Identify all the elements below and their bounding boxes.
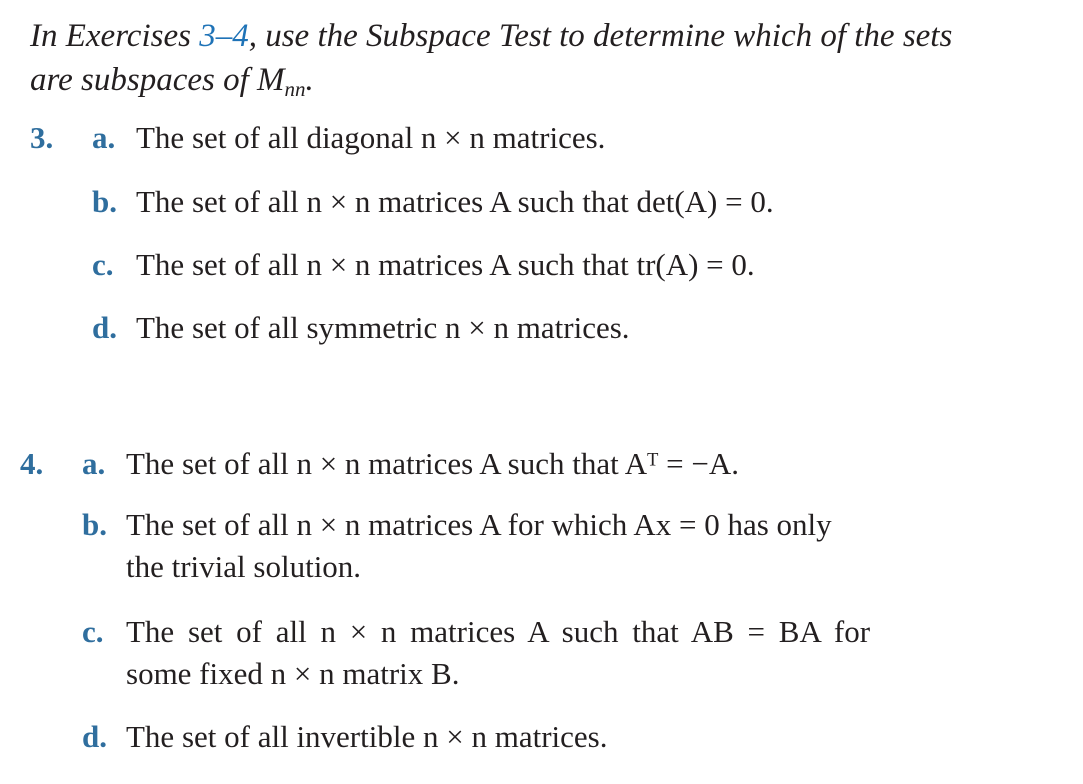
part-text: The set of all symmetric n × n matrices. — [136, 310, 630, 345]
exercise-4b — [82, 504, 832, 588]
exercise-3d — [92, 307, 630, 349]
part-text: The set of all diagonal n × n matrices. — [136, 120, 606, 155]
exercise-4a — [82, 443, 739, 485]
part-letter: d. — [82, 719, 107, 754]
exercise-number-4: 4. — [20, 446, 44, 481]
instructions-line2-prefix: are subspaces of — [30, 62, 258, 98]
instructions-prefix: In Exercises — [30, 18, 200, 54]
matrix-space-subscript: nn — [284, 77, 306, 101]
part-text: The set of all n × n matrices A such that det(A) = 0. — [136, 184, 774, 219]
instructions-middle: , use the Subspace Test to determine which of the sets — [248, 18, 953, 54]
part-text-line2: the trivial solution. — [126, 549, 362, 584]
part-text: The set of all n × n matrices A such that tr(A) = 0. — [136, 247, 755, 282]
part-text-line2: some fixed n × n matrix B. — [126, 656, 460, 691]
exercise-instructions — [30, 14, 1070, 102]
exercise-range-link[interactable]: 3–4 — [199, 18, 249, 54]
part-letter: c. — [92, 247, 114, 282]
exercise-3b — [92, 181, 774, 223]
part-text-line1: The set of all n × n matrices A such that AB = BA for — [126, 614, 871, 649]
exercise-3a — [92, 117, 605, 159]
matrix-space-symbol: M — [257, 62, 285, 98]
part-text-line1: The set of all n × n matrices A for which Ax = 0 has only — [126, 507, 832, 542]
part-letter: a. — [82, 446, 106, 481]
part-letter: c. — [82, 614, 104, 649]
part-text: The set of all n × n matrices A such that Aᵀ = −A. — [126, 446, 739, 481]
part-text: The set of all invertible n × n matrices. — [126, 719, 608, 754]
part-letter: b. — [92, 184, 117, 219]
part-letter: d. — [92, 310, 117, 345]
exercise-4d — [82, 716, 607, 758]
exercise-4c — [82, 611, 870, 695]
exercise-3c — [92, 244, 755, 286]
part-letter: b. — [82, 507, 107, 542]
instructions-line2-suffix: . — [305, 62, 314, 98]
part-letter: a. — [92, 120, 116, 155]
exercise-number-3: 3. — [30, 120, 54, 155]
